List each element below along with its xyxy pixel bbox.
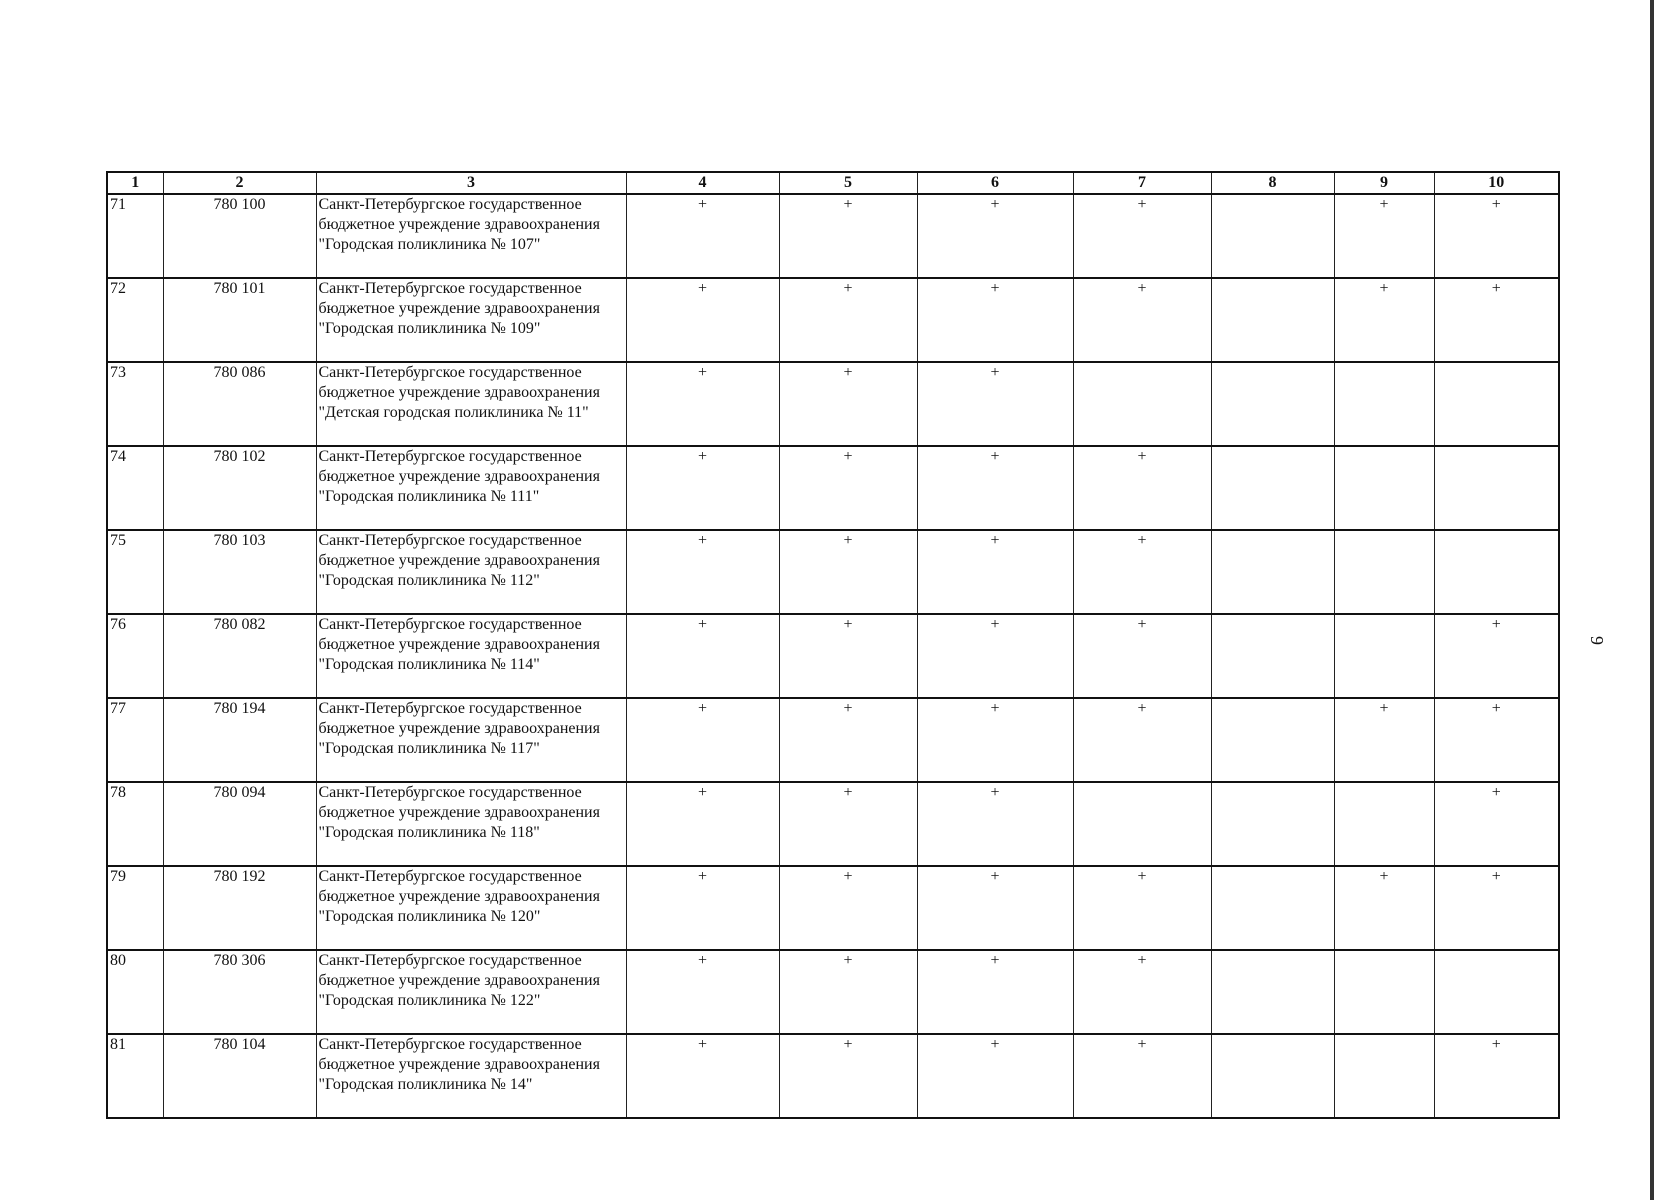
- mark-cell: [1334, 614, 1434, 698]
- column-header: 1: [107, 172, 163, 194]
- mark-cell: +: [917, 446, 1073, 530]
- mark-cell: +: [626, 1034, 779, 1118]
- institution-code: 780 194: [163, 698, 316, 782]
- institution-name: Санкт-Петербургское государственное бюджетное учреждение здравоохранения "Городская поликлиника № 112": [316, 530, 626, 614]
- mark-cell: +: [1073, 866, 1211, 950]
- table-row: [107, 1034, 1559, 1118]
- mark-cell: [1211, 278, 1334, 362]
- mark-cell: +: [626, 698, 779, 782]
- mark-cell: [1334, 530, 1434, 614]
- mark-cell: [1211, 446, 1334, 530]
- institution-code: 780 192: [163, 866, 316, 950]
- institution-code: 780 082: [163, 614, 316, 698]
- mark-cell: +: [917, 278, 1073, 362]
- table-row: [107, 362, 1559, 446]
- institution-code: 780 306: [163, 950, 316, 1034]
- mark-cell: [1073, 362, 1211, 446]
- table-row: [107, 950, 1559, 1034]
- mark-cell: +: [1334, 278, 1434, 362]
- mark-cell: +: [917, 1034, 1073, 1118]
- mark-cell: [1211, 698, 1334, 782]
- institution-name: Санкт-Петербургское государственное бюджетное учреждение здравоохранения "Городская поликлиника № 109": [316, 278, 626, 362]
- institution-code: 780 104: [163, 1034, 316, 1118]
- institution-name: Санкт-Петербургское государственное бюджетное учреждение здравоохранения "Городская поликлиника № 118": [316, 782, 626, 866]
- column-header: 5: [779, 172, 917, 194]
- row-number: 73: [107, 362, 163, 446]
- column-header: 3: [316, 172, 626, 194]
- column-header: 4: [626, 172, 779, 194]
- mark-cell: [1434, 950, 1559, 1034]
- row-number: 72: [107, 278, 163, 362]
- registry-table: [106, 171, 1560, 1119]
- mark-cell: +: [917, 362, 1073, 446]
- column-header: 8: [1211, 172, 1334, 194]
- mark-cell: +: [779, 698, 917, 782]
- mark-cell: [1334, 782, 1434, 866]
- mark-cell: +: [1434, 866, 1559, 950]
- mark-cell: [1211, 614, 1334, 698]
- mark-cell: +: [779, 1034, 917, 1118]
- column-header: 7: [1073, 172, 1211, 194]
- mark-cell: [1211, 866, 1334, 950]
- mark-cell: +: [626, 866, 779, 950]
- institution-code: 780 102: [163, 446, 316, 530]
- row-number: 80: [107, 950, 163, 1034]
- mark-cell: [1211, 194, 1334, 278]
- mark-cell: +: [917, 530, 1073, 614]
- mark-cell: +: [626, 446, 779, 530]
- column-header: 2: [163, 172, 316, 194]
- mark-cell: [1211, 950, 1334, 1034]
- mark-cell: +: [1073, 446, 1211, 530]
- institution-name: Санкт-Петербургское государственное бюджетное учреждение здравоохранения "Городская поликлиника № 114": [316, 614, 626, 698]
- mark-cell: +: [1073, 614, 1211, 698]
- mark-cell: [1211, 1034, 1334, 1118]
- mark-cell: +: [917, 782, 1073, 866]
- institution-name: Санкт-Петербургское государственное бюджетное учреждение здравоохранения "Городская поликлиника № 14": [316, 1034, 626, 1118]
- mark-cell: +: [917, 614, 1073, 698]
- mark-cell: [1211, 782, 1334, 866]
- column-header: 9: [1334, 172, 1434, 194]
- mark-cell: +: [779, 530, 917, 614]
- row-number: 79: [107, 866, 163, 950]
- mark-cell: +: [779, 446, 917, 530]
- mark-cell: +: [1334, 866, 1434, 950]
- institution-name: Санкт-Петербургское государственное бюджетное учреждение здравоохранения "Городская поликлиника № 107": [316, 194, 626, 278]
- table-row: [107, 698, 1559, 782]
- mark-cell: +: [1434, 1034, 1559, 1118]
- mark-cell: +: [1434, 698, 1559, 782]
- institution-name: Санкт-Петербургское государственное бюджетное учреждение здравоохранения "Городская поликлиника № 120": [316, 866, 626, 950]
- mark-cell: [1334, 446, 1434, 530]
- row-number: 81: [107, 1034, 163, 1118]
- table-body: [107, 194, 1559, 1118]
- mark-cell: +: [779, 782, 917, 866]
- mark-cell: +: [917, 950, 1073, 1034]
- mark-cell: +: [779, 194, 917, 278]
- mark-cell: +: [779, 278, 917, 362]
- table-row: [107, 614, 1559, 698]
- mark-cell: [1073, 782, 1211, 866]
- institution-code: 780 094: [163, 782, 316, 866]
- mark-cell: +: [779, 950, 917, 1034]
- row-number: 74: [107, 446, 163, 530]
- mark-cell: +: [1073, 698, 1211, 782]
- institution-name: Санкт-Петербургское государственное бюджетное учреждение здравоохранения "Городская поликлиника № 122": [316, 950, 626, 1034]
- mark-cell: +: [1434, 278, 1559, 362]
- mark-cell: +: [1073, 194, 1211, 278]
- table-row: [107, 194, 1559, 278]
- table-header-row: [107, 172, 1559, 194]
- table-row: [107, 866, 1559, 950]
- mark-cell: +: [626, 530, 779, 614]
- mark-cell: +: [779, 614, 917, 698]
- mark-cell: +: [779, 362, 917, 446]
- row-number: 77: [107, 698, 163, 782]
- mark-cell: +: [1434, 782, 1559, 866]
- mark-cell: +: [1434, 614, 1559, 698]
- mark-cell: +: [917, 194, 1073, 278]
- page-number: 9: [1587, 636, 1607, 645]
- institution-name: Санкт-Петербургское государственное бюджетное учреждение здравоохранения "Детская городская поликлиника № 11": [316, 362, 626, 446]
- mark-cell: +: [626, 194, 779, 278]
- mark-cell: +: [917, 866, 1073, 950]
- mark-cell: +: [1334, 698, 1434, 782]
- row-number: 75: [107, 530, 163, 614]
- column-header: 10: [1434, 172, 1559, 194]
- institution-code: 780 086: [163, 362, 316, 446]
- mark-cell: [1211, 362, 1334, 446]
- mark-cell: +: [1434, 194, 1559, 278]
- institution-code: 780 103: [163, 530, 316, 614]
- mark-cell: [1211, 530, 1334, 614]
- mark-cell: [1434, 446, 1559, 530]
- row-number: 76: [107, 614, 163, 698]
- mark-cell: +: [1073, 1034, 1211, 1118]
- mark-cell: [1334, 1034, 1434, 1118]
- mark-cell: +: [626, 614, 779, 698]
- institution-code: 780 100: [163, 194, 316, 278]
- mark-cell: +: [1334, 194, 1434, 278]
- mark-cell: +: [626, 278, 779, 362]
- institution-name: Санкт-Петербургское государственное бюджетное учреждение здравоохранения "Городская поликлиника № 111": [316, 446, 626, 530]
- institution-code: 780 101: [163, 278, 316, 362]
- table-row: [107, 446, 1559, 530]
- mark-cell: +: [626, 782, 779, 866]
- institution-name: Санкт-Петербургское государственное бюджетное учреждение здравоохранения "Городская поликлиника № 117": [316, 698, 626, 782]
- mark-cell: +: [1073, 278, 1211, 362]
- mark-cell: [1434, 362, 1559, 446]
- mark-cell: +: [1073, 530, 1211, 614]
- mark-cell: +: [626, 950, 779, 1034]
- row-number: 78: [107, 782, 163, 866]
- mark-cell: +: [626, 362, 779, 446]
- table-row: [107, 530, 1559, 614]
- mark-cell: +: [917, 698, 1073, 782]
- column-header: 6: [917, 172, 1073, 194]
- table-row: [107, 278, 1559, 362]
- row-number: 71: [107, 194, 163, 278]
- mark-cell: [1334, 362, 1434, 446]
- mark-cell: +: [779, 866, 917, 950]
- mark-cell: [1434, 530, 1559, 614]
- table-row: [107, 782, 1559, 866]
- mark-cell: +: [1073, 950, 1211, 1034]
- scan-edge: [1650, 0, 1654, 1200]
- mark-cell: [1334, 950, 1434, 1034]
